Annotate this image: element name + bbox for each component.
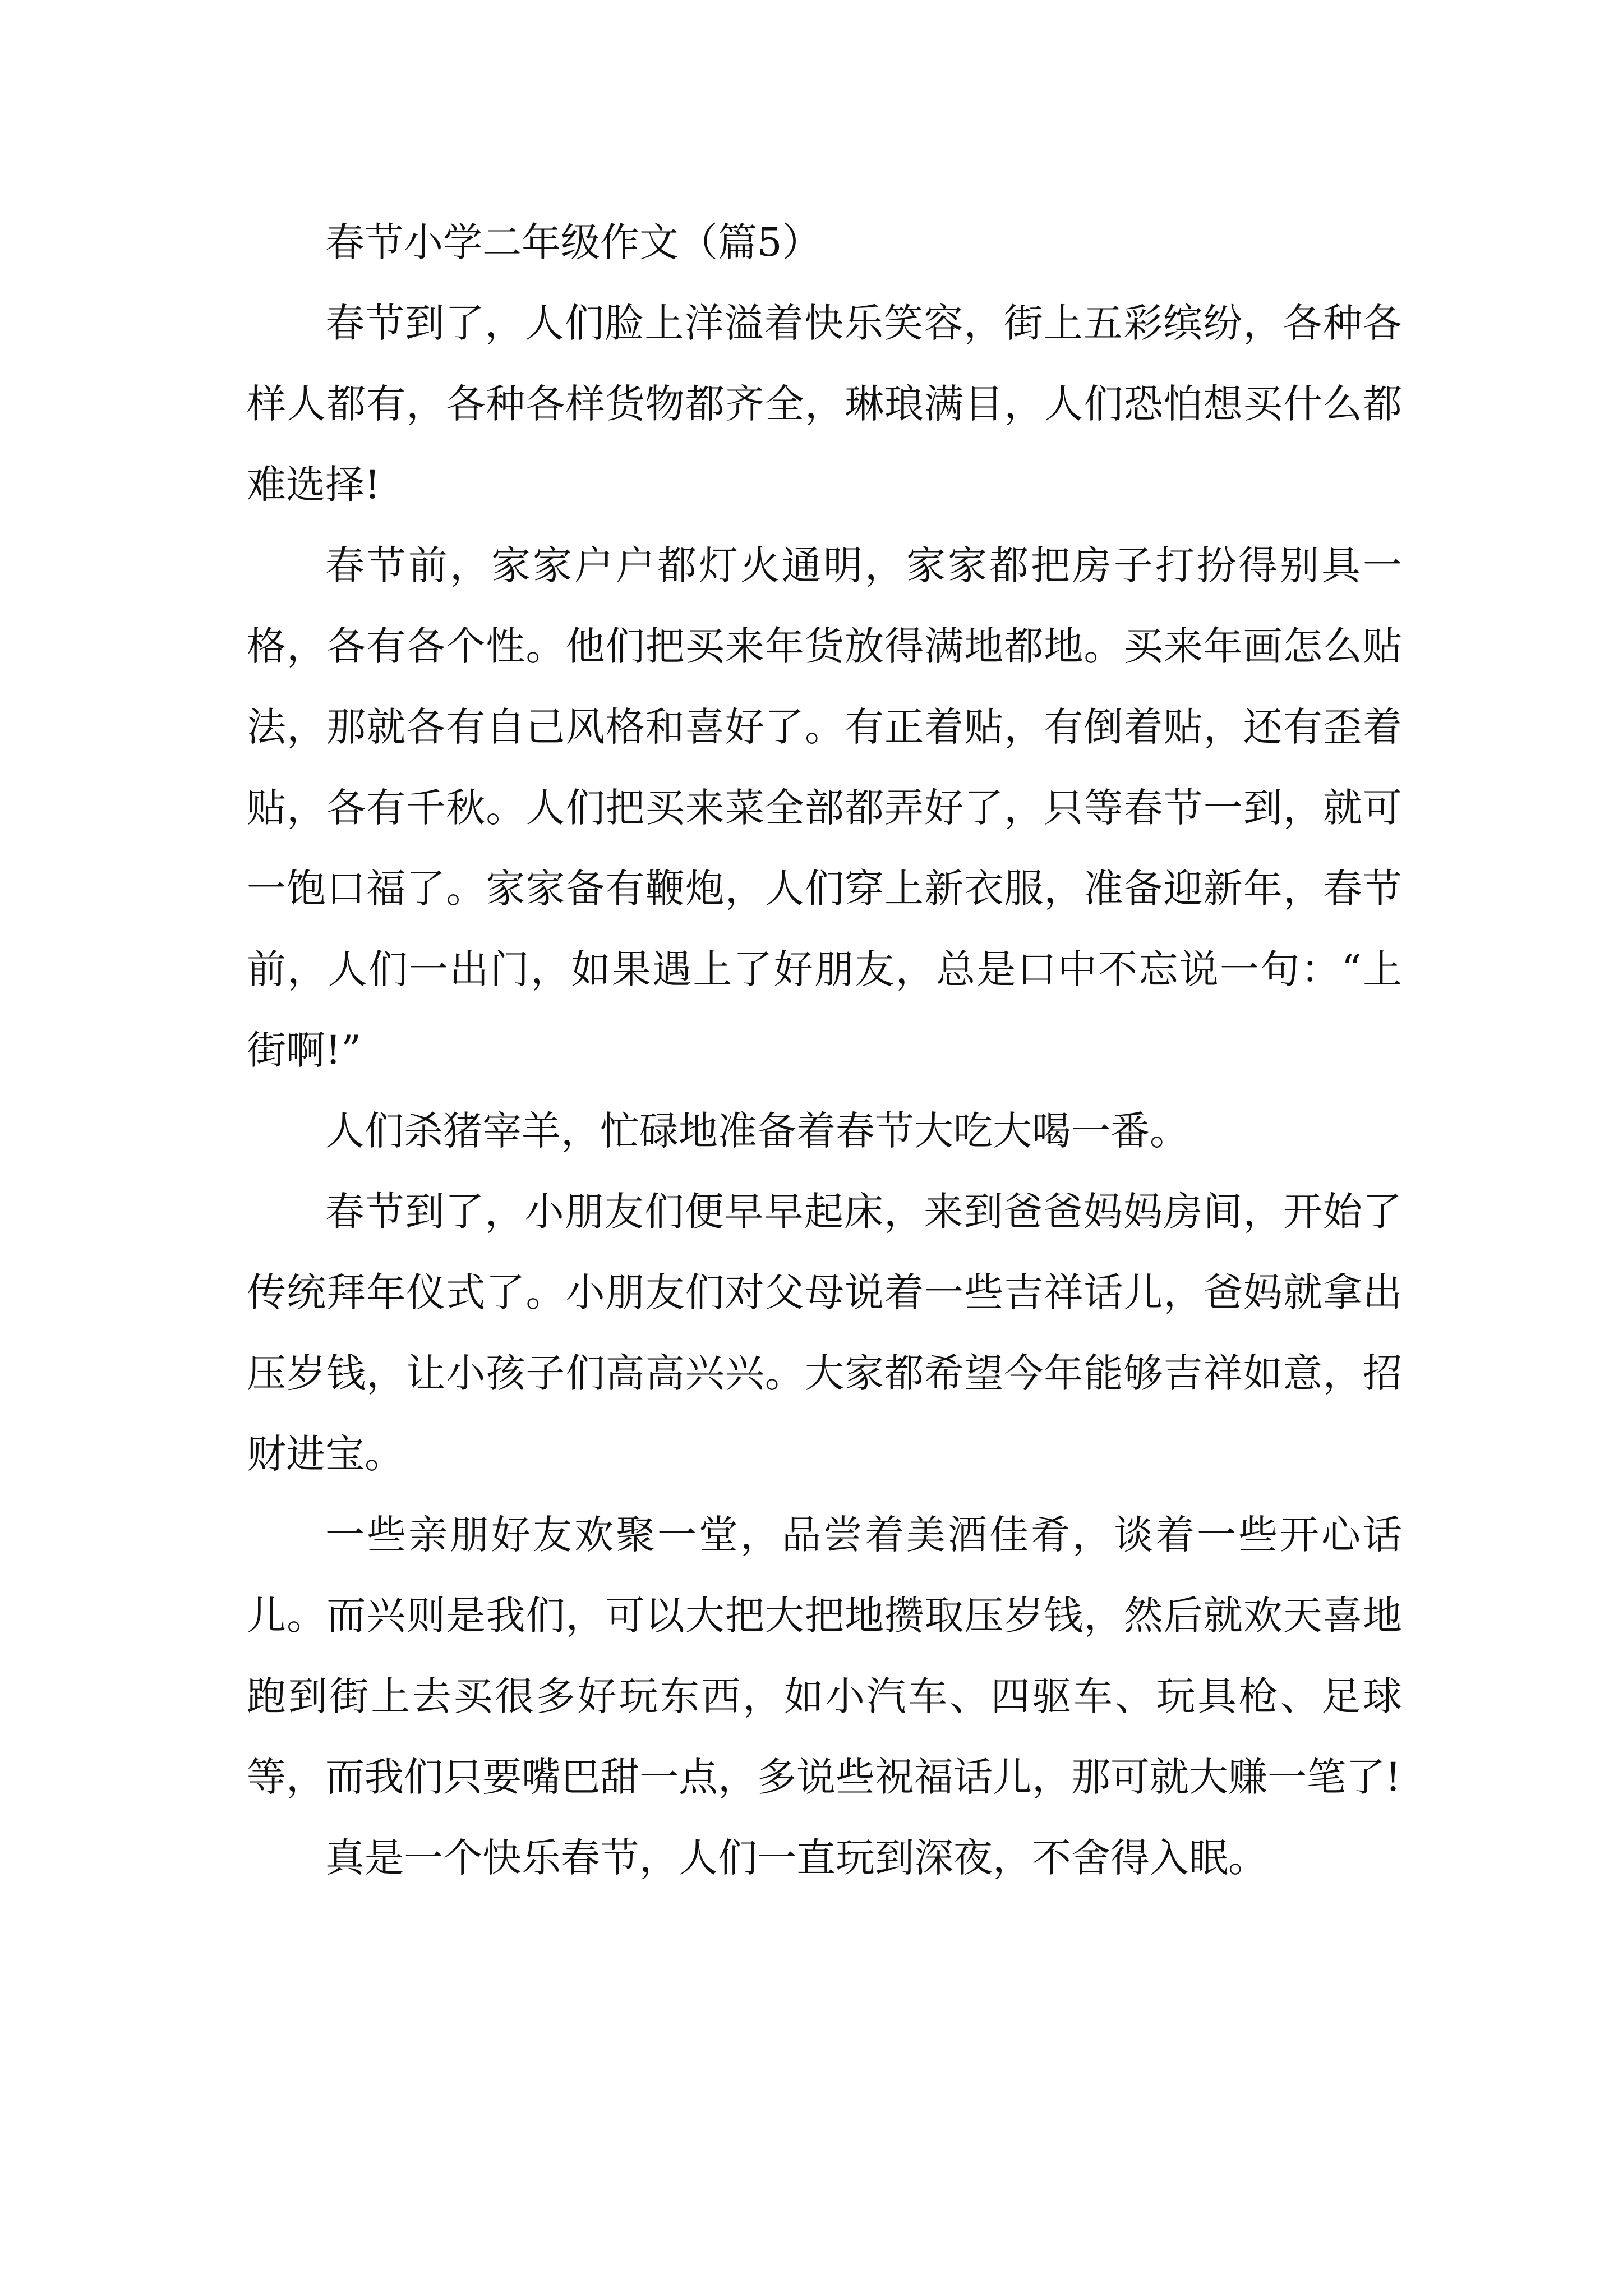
paragraph-5: 一些亲朋好友欢聚一堂，品尝着美酒佳肴，谈着一些开心话儿。而兴则是我们，可以大把大把地攒取压岁钱，然后就欢天喜地跑到街上去买很多好玩东西，如小汽车、四驱车、玩具枪、足球等，而我们只要嘴巴甜一点，多说些祝福话儿，那可就大赚一笔了! <box>247 1512 1402 1800</box>
paragraph-1: 春节到了，人们脸上洋溢着快乐笑容，街上五彩缤纷，各种各样人都有，各种各样货物都齐全，琳琅满目，人们恐怕想买什么都难选择! <box>247 300 1402 508</box>
paragraph-3: 人们杀猪宰羊，忙碌地准备着春节大吃大喝一番。 <box>325 1108 1189 1154</box>
paragraph-4: 春节到了，小朋友们便早早起床，来到爸爸妈妈房间，开始了传统拜年仪式了。小朋友们对父母说着一些吉祥话儿，爸妈就拿出压岁钱，让小孩子们高高兴兴。大家都希望今年能够吉祥如意，招财进宝。 <box>247 1189 1402 1477</box>
paragraph-2: 春节前，家家户户都灯火通明，家家都把房子打扮得别具一格，各有各个性。他们把买来年货放得满地都地。买来年画怎么贴法，那就各有自己风格和喜好了。有正着贴，有倒着贴，还有歪着贴，各有千秋。人们把买来菜全部都弄好了，只等春节一到，就可一饱口福了。家家备有鞭炮，人们穿上新衣服，准备迎新年，春节前，人们一出门，如果遇上了好朋友，总是口中不忘说一句：“上街啊!” <box>247 542 1402 1073</box>
paragraph-6: 真是一个快乐春节，人们一直玩到深夜，不舍得入眠。 <box>325 1835 1267 1881</box>
essay-body <box>247 202 1402 1898</box>
essay-title: 春节小学二年级作文（篇5） <box>325 219 822 265</box>
